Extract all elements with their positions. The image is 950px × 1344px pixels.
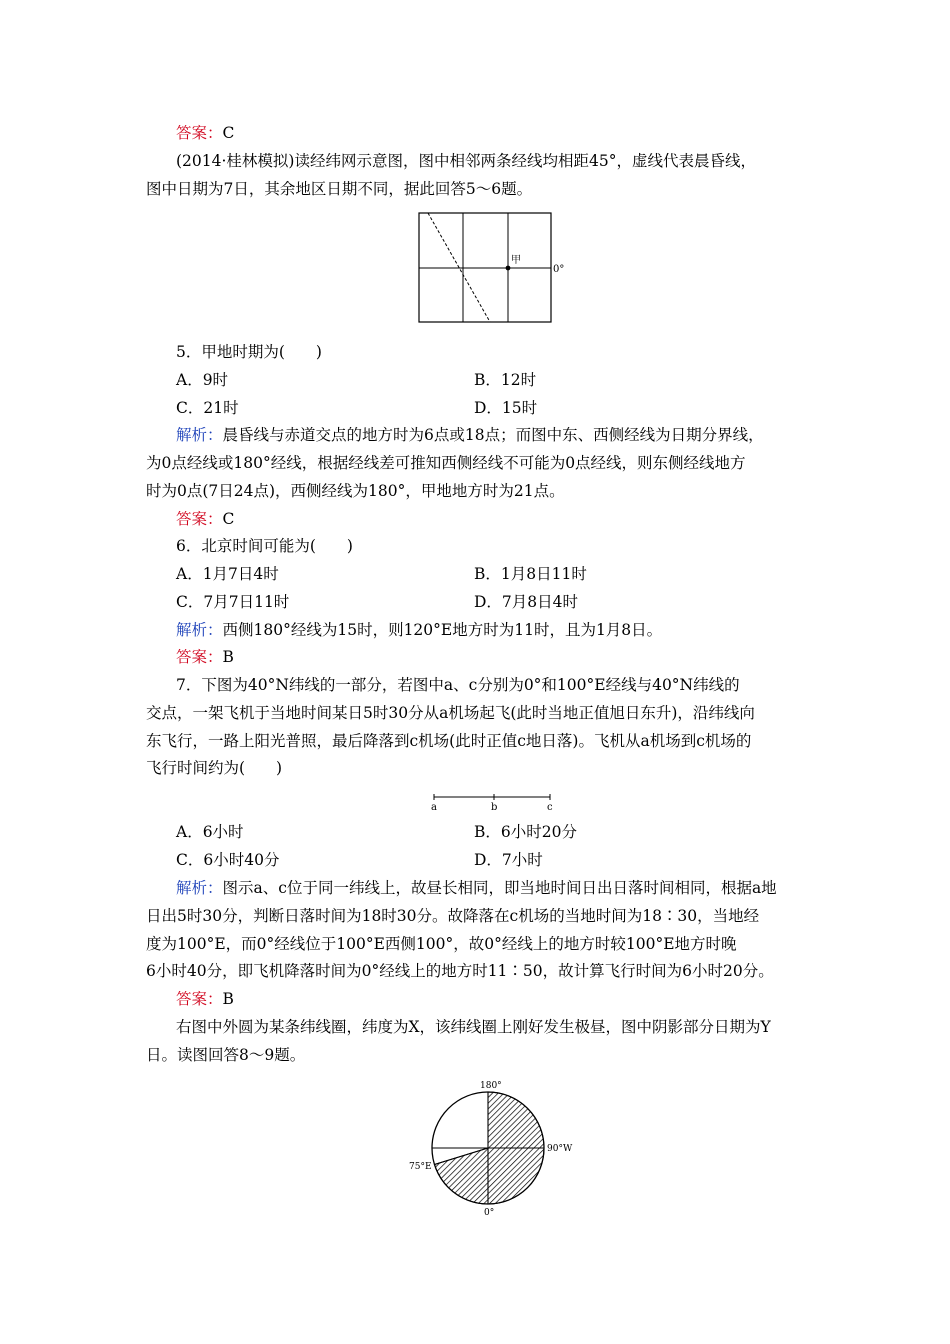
q7-option-b: B．6小时20分 [474, 823, 577, 841]
intro-5-6-line1: (2014·桂林模拟)读经纬网示意图，图中相邻两条经线均相距45°，虚线代表晨昏线， [176, 152, 756, 170]
q6-option-a: A．1月7日4时 [176, 565, 279, 583]
q6-option-d: D．7月8日4时 [474, 593, 579, 611]
q6-option-c: C．7月7日11时 [176, 593, 290, 611]
q5-option-c: C．21时 [176, 399, 239, 417]
q6-option-b: B．1月8日11时 [474, 565, 587, 583]
q7-analysis-line3: 度为100°E，而0°经线位于100°E西侧100°，故0°经线上的地方时较100°E地方时晚 [146, 935, 737, 953]
polar-circle-figure [396, 1076, 596, 1216]
q6-analysis: 解析：西侧180°经线为15时，则120°E地方时为11时，且为1月8日。 [176, 621, 663, 639]
graticule-figure [416, 210, 576, 326]
q7-analysis-line4: 6小时40分，即飞机降落时间为0°经线上的地方时11∶50，故计算飞行时间为6小时20分。 [146, 962, 774, 980]
latitude-segment-figure [428, 791, 558, 813]
q7-analysis-line1: 解析：图示a、c位于同一纬线上，故昼长相同，即当地时间日出日落时间相同，根据a地 [176, 879, 777, 897]
q5-answer: 答案：C [176, 510, 235, 528]
q5-analysis-line1: 解析：晨昏线与赤道交点的地方时为6点或18点；而图中东、西侧经线为日期分界线， [176, 426, 764, 444]
q5-option-b: B．12时 [474, 371, 537, 389]
q5-option-d: D．15时 [474, 399, 538, 417]
q7-stem-line4: 飞行时间约为( ) [146, 759, 283, 777]
label-c: c [547, 802, 553, 813]
q7-stem-line1: 7．下图为40°N纬线的一部分，若图中a、c分别为0°和100°E经线与40°N纬线的 [176, 676, 740, 694]
q7-stem-line3: 东飞行，一路上阳光普照，最后降落到c机场(此时正值c地日落)。飞机从a机场到c机场的 [146, 732, 752, 750]
q5-option-a: A．9时 [176, 371, 229, 389]
intro-8-9-line2: 日。读图回答8～9题。 [146, 1046, 306, 1064]
intro-8-9-line1: 右图中外圆为某条纬线圈，纬度为X，该纬线圈上刚好发生极昼，图中阴影部分日期为Y [176, 1018, 771, 1036]
label-0: 0° [484, 1208, 495, 1216]
q7-analysis-line2: 日出5时30分，判断日落时间为18时30分。故降落在c机场的当地时间为18∶30，当地经 [146, 907, 760, 925]
q7-option-a: A．6小时 [176, 823, 244, 841]
q6-stem: 6．北京时间可能为( ) [176, 537, 353, 555]
point-jia-label: 甲 [511, 255, 521, 266]
q6-answer: 答案：B [176, 648, 234, 666]
label-75e: 75°E [409, 1162, 432, 1172]
label-180: 180° [480, 1081, 502, 1091]
q5-analysis-line2: 为0点经线或180°经线，根据经线差可推知西侧经线不可能为0点经线，则东侧经线地方 [146, 454, 746, 472]
equator-label: 0° [553, 264, 565, 275]
label-90w: 90°W [547, 1144, 573, 1154]
intro-5-6-line2: 图中日期为7日，其余地区日期不同，据此回答5～6题。 [146, 180, 533, 198]
label-b: b [491, 802, 498, 813]
q5-analysis-line3: 时为0点(7日24点)，西侧经线为180°，甲地地方时为21点。 [146, 482, 565, 500]
point-jia [506, 266, 511, 271]
q7-stem-line2: 交点，一架飞机于当地时间某日5时30分从a机场起飞(此时当地正值旭日东升)，沿纬线向 [146, 704, 755, 722]
q7-option-c: C．6小时40分 [176, 851, 280, 869]
q5-stem: 5．甲地时期为( ) [176, 343, 322, 361]
answer-q4: 答案：C [176, 124, 235, 142]
label-a: a [431, 802, 437, 813]
q7-answer: 答案：B [176, 990, 234, 1008]
q7-option-d: D．7小时 [474, 851, 543, 869]
